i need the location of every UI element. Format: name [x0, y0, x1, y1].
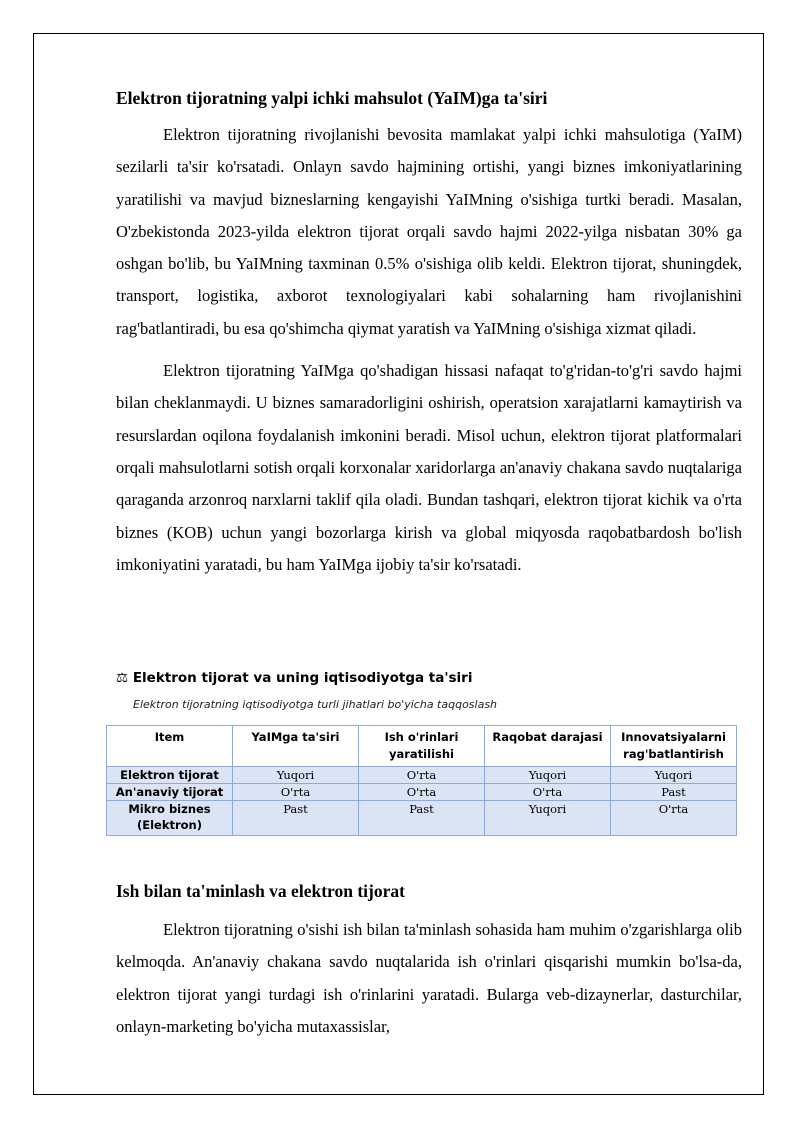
table-cell: O'rta — [359, 767, 485, 784]
table-row — [107, 784, 737, 801]
section-heading-gdp: Elektron tijoratning yalpi ichki mahsulot (YaIM)ga ta'siri — [116, 88, 548, 108]
column-header: Item — [107, 726, 233, 767]
table-cell: Past — [611, 784, 737, 801]
table-cell: Yuqori — [485, 767, 611, 784]
table-cell: O'rta — [611, 801, 737, 836]
table-cell: O'rta — [485, 784, 611, 801]
section-heading-employment: Ish bilan ta'minlash va elektron tijorat — [116, 881, 405, 901]
column-header: Ish o'rinlari yaratilishi — [359, 726, 485, 767]
section-employment — [116, 881, 742, 1043]
table-subtitle: Elektron tijoratning iqtisodiyotga turli jihatlari bo'yicha taqqoslash — [133, 698, 498, 711]
table-cell: O'rta — [359, 784, 485, 801]
table-cell: Yuqori — [233, 767, 359, 784]
table-row — [107, 801, 737, 836]
paragraph-gdp-1: Elektron tijoratning rivojlanishi bevosita mamlakat yalpi ichki mahsulotiga (YaIM) sezilarli ta'sir ko'rsatadi. Onlayn savdo hajmining ortishi, yangi biznes imkoniyatlarining yaratilishi va mavjud bizneslarning kengayishi YaIMning o'sishiga turtki beradi. Masalan, O'zbekistonda 2023-yilda elektron tijorat orqali savdo hajmi 2022-yilga nisbatan 30% ga oshgan bo'lib, bu YaIMning taxminan 0.5% o'sishiga olib keldi. Elektron tijorat, shuningdek, transport, logistika, axborot texnologiyalari kabi sohalarning ham rivojlanishini rag'batlantiradi, bu esa qo'shimcha qiymat yaratish va YaIMning o'sishiga xizmat qiladi. — [116, 125, 742, 338]
scales-icon: ⚖ — [116, 670, 129, 686]
comparison-table — [106, 725, 737, 836]
table-row — [107, 767, 737, 784]
table-cell: O'rta — [233, 784, 359, 801]
column-header: YaIMga ta'siri — [233, 726, 359, 767]
row-label: Elektron tijorat — [107, 767, 233, 784]
table-cell: Past — [233, 801, 359, 836]
row-label: Mikro biznes (Elektron) — [107, 801, 233, 836]
table-cell: Yuqori — [485, 801, 611, 836]
row-label: An'anaviy tijorat — [107, 784, 233, 801]
paragraph-gdp-2: Elektron tijoratning YaIMga qo'shadigan hissasi nafaqat to'g'ridan-to'g'ri savdo hajmi bilan cheklanmaydi. U biznes samaradorligini oshirish, operatsion xarajatlarni kamaytirish va resurslardan oqilona foydalanish imkonini beradi. Misol uchun, elektron tijorat platformalari orqali mahsulotlarni sotish orqali korxonalar xaridorlarga an'anaviy chakana savdo nuqtalariga qaraganda arzonroq narxlarni taklif qila oladi. Bundan tashqari, elektron tijorat kichik va o'rta biznes (KOB) uchun yangi bozorlarga kirish va global miqyosda raqobatbardosh bo'lish imkoniyatini yaratadi, bu ham YaIMga ijobiy ta'sir ko'rsatadi. — [116, 361, 742, 574]
table-title-text: Elektron tijorat va uning iqtisodiyotga ta'siri — [132, 670, 473, 686]
table-header-row — [107, 726, 737, 767]
table-cell: Past — [359, 801, 485, 836]
section-gdp — [116, 88, 742, 581]
table-cell: Yuqori — [611, 767, 737, 784]
column-header: Raqobat darajasi — [485, 726, 611, 767]
table-title — [116, 670, 472, 686]
paragraph-employment-1: Elektron tijoratning o'sishi ish bilan ta'minlash sohasida ham muhim o'zgarishlarga olib kelmoqda. An'anaviy chakana savdo nuqtalarida ish o'rinlari qisqarishi mumkin bo'lsa-da, elektron tijorat yangi turdagi ish o'rinlarini yaratadi. Bularga veb-dizaynerlar, dasturchilar, onlayn-marketing bo'yicha mutaxassislar, — [116, 920, 742, 1036]
column-header: Innovatsiyalarni rag'batlantirish — [611, 726, 737, 767]
